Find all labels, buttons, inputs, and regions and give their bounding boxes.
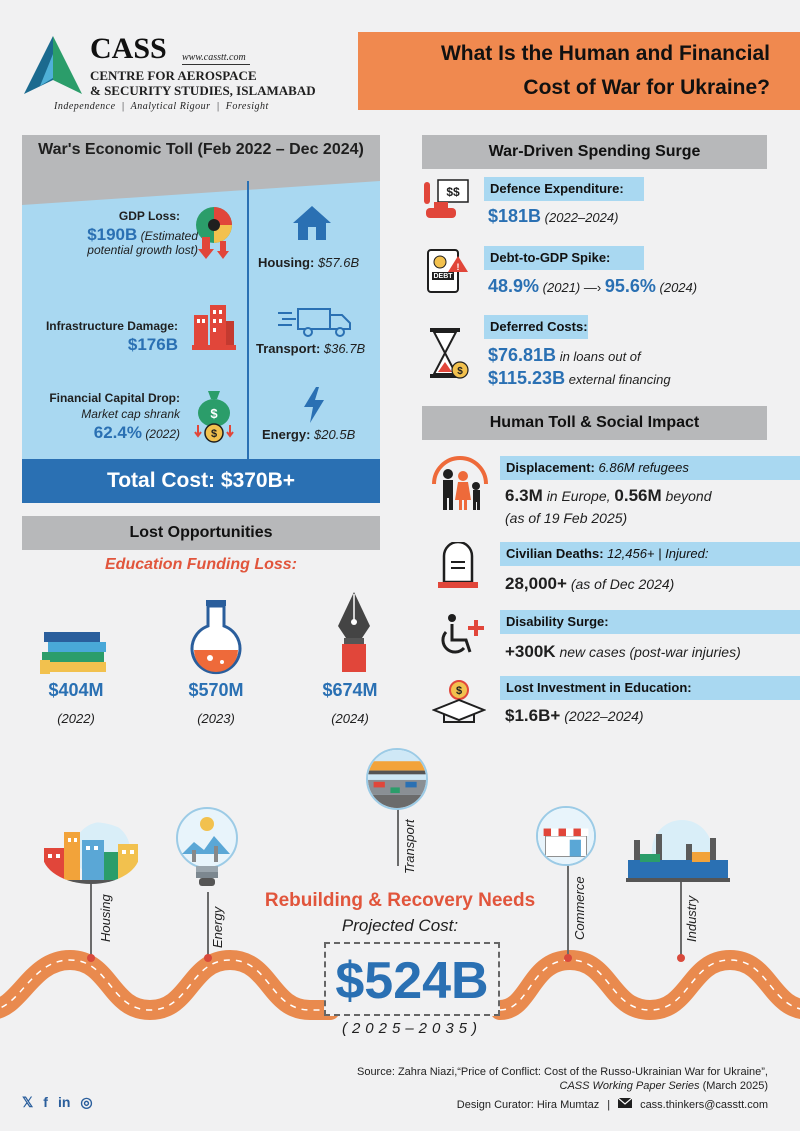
deferred-line2 [488,368,671,389]
pin-dot [564,954,572,962]
sector-housing: Housing [98,894,113,942]
injured-value: 28,000+ [505,574,567,593]
fin-line [94,423,180,443]
disp-v2: 0.56M [614,486,662,505]
disability-line [505,642,741,662]
deaths-label: Civilian Deaths: [506,546,604,561]
logo-line2: & SECURITY STUDIES, ISLAMABAD [90,83,316,98]
gdp-label: GDP Loss: [118,209,180,223]
email-link[interactable]: cass.thinkers@casstt.com [640,1098,768,1111]
lost-item [164,680,268,726]
human-header: Human Toll & Social Impact [422,406,767,440]
gdp-pie-icon [190,203,238,266]
pin-dot [87,954,95,962]
housing-value: $57.6B [317,255,360,270]
family-icon [430,454,490,517]
cass-triangle-logo-icon [22,34,84,96]
hourglass-icon [428,326,470,387]
wheelchair-icon [436,612,486,663]
logo-line1: CENTRE FOR AEROSPACE [90,68,257,83]
social-icons [22,1094,93,1111]
fin-note: Market cap shrank [81,407,180,421]
lost-value: $404M [48,680,104,700]
debt-from-year: (2021) [542,280,581,295]
debt-to: 95.6% [604,276,656,296]
disability-value: +300K [505,642,556,661]
disability-label: Disability Surge: [500,610,800,634]
transport-value: $36.7B [323,341,366,356]
energy-line [262,427,355,442]
logo-name: CASS [90,32,167,65]
housing-label: Housing: [258,255,315,270]
infra-label: Infrastructure Damage: [45,319,178,333]
svg-text:DEBT: DEBT [433,273,453,280]
recovery-value-box [324,942,500,1016]
total-cost: Total Cost: $370B+ [106,469,296,492]
lost-header: Lost Opportunities [22,516,380,550]
source-line1: Source: Zahra Niazi,“Price of Conflict: Cost of the Russo-Ukrainian War for Ukraine”, [356,1066,768,1078]
injured-line [505,574,674,594]
debt-from: 48.9% [488,276,540,296]
deferred-text1: in loans out of [559,349,641,364]
house-icon [290,203,334,248]
title-banner [358,32,800,110]
debt-arrow: —› [583,280,602,295]
pin-dot [204,954,212,962]
economic-header: War's Economic Toll (Feb 2022 – Dec 2024) [38,141,364,158]
economic-panel [22,135,380,503]
gdp-value: $190B [87,225,138,244]
money-bag-icon [190,387,238,450]
logo [22,34,84,96]
transport-illustration [366,748,428,810]
sector-commerce: Commerce [572,876,587,940]
disp-v1: 6.3M [505,486,543,505]
fin-year: (2022) [145,427,180,441]
tagline-3: Foresight [225,101,269,112]
pin-housing [90,880,92,958]
title-line2: Cost of War for Ukraine? [523,76,770,99]
edu-label: Lost Investment in Education: [500,676,800,700]
source-series: CASS Working Paper Series [559,1080,700,1092]
total-cost-bar [22,459,380,503]
deferred-text2: external financing [568,372,671,387]
disability-note: new cases (post-war injuries) [559,644,741,660]
housing-illustration [42,822,140,884]
pin-dot [677,954,685,962]
debt-label: Debt-to-GDP Spike: [484,246,644,270]
disp-note: 6.86M refugees [598,460,689,475]
curator: Design Curator: Hira Mumtaz [456,1098,600,1111]
infra-value: $176B [127,335,178,354]
energy-label: Energy: [262,427,311,442]
industry-illustration [626,820,730,887]
injured-date: (as of Dec 2024) [570,576,675,592]
disp-t1: in Europe, [546,488,611,504]
lost-subtitle: Education Funding Loss: [105,556,297,573]
logo-rule [182,64,250,65]
defence-line [488,206,618,227]
edu-value: $1.6B+ [505,706,561,725]
fin-value: 62.4% [93,423,142,442]
pin-transport [397,806,399,866]
footer-credits [457,1098,768,1111]
pin-commerce [567,862,569,958]
lost-year: (2024) [331,711,369,726]
military-icon [420,178,472,227]
deferred-label: Deferred Costs: [484,315,588,339]
tagline-1: Independence [54,101,116,112]
disp-t2: beyond [665,488,712,504]
lightning-icon [302,387,326,428]
mail-icon [618,1098,632,1111]
edu-years: (2022–2024) [564,708,644,724]
flask-icon [186,598,246,681]
lost-year: (2023) [197,711,235,726]
sector-industry: Industry [684,895,699,942]
svg-text:$: $ [455,685,463,697]
defence-years: (2022–2024) [544,210,619,225]
lost-value: $570M [188,680,244,700]
recovery-title: Rebuilding & Recovery Needs [264,890,536,911]
disp-bar [500,456,800,480]
deaths-note: 12,456+ | Injured: [607,546,709,561]
debt-to-year: (2024) [659,280,698,295]
pin-industry [680,880,682,958]
deferred-value2: $115.23B [488,368,566,388]
footer-sep: | [607,1098,611,1111]
defence-label: Defence Expenditure: [484,177,644,201]
energy-bulb-illustration [174,806,240,903]
gravestone-icon [436,542,480,595]
logo-tagline [54,101,269,112]
x-twitter-icon[interactable]: 𝕏 [22,1094,34,1110]
gdp-line [87,225,198,245]
sector-energy: Energy [210,906,225,948]
svg-text:$: $ [457,366,463,377]
lost-item [24,680,128,726]
tagline-sep-2: | [216,101,220,112]
source-line2 [560,1080,768,1092]
sector-transport: Transport [402,819,417,874]
recovery-years: (2025–2035) [341,1020,483,1037]
deaths-bar [500,542,800,566]
svg-text:$$: $$ [446,185,460,199]
source-date: (March 2025) [699,1080,768,1092]
graduation-cap-icon [432,678,486,731]
svg-text:!: ! [456,262,460,272]
economic-divider [247,181,249,461]
svg-text:$: $ [210,428,218,440]
gdp-note1: (Estimated [140,229,198,243]
lost-value: $674M [322,680,378,700]
debt-line [488,276,697,297]
lost-year: (2022) [57,711,95,726]
title-line1: What Is the Human and Financial [440,42,770,65]
edu-line [505,706,644,726]
defence-value: $181B [488,206,542,226]
deferred-value1: $76.81B [488,345,557,365]
pen-nib-icon [334,590,374,681]
fin-label: Financial Capital Drop: [49,391,180,405]
disp-line [505,486,711,506]
facebook-icon[interactable]: f [43,1094,48,1110]
gdp-note2: potential growth lost) [87,243,198,257]
transport-line [256,341,365,356]
recovery-projected: Projected Cost: [341,916,459,935]
svg-text:$: $ [210,406,218,421]
instagram-icon[interactable]: ◎ [80,1094,93,1110]
spending-header: War-Driven Spending Surge [422,135,767,169]
transport-label: Transport: [256,341,321,356]
tagline-sep-1: | [121,101,125,112]
truck-icon [278,305,354,344]
deferred-line1 [488,345,641,366]
books-icon [40,626,110,681]
damaged-building-icon [190,301,238,358]
recovery-value: $524B [335,952,489,1010]
tagline-2: Analytical Rigour [130,101,211,112]
lost-item [298,680,402,726]
debt-icon [424,244,470,303]
linkedin-icon[interactable]: in [57,1094,71,1110]
logo-url[interactable]: www.casstt.com [182,52,246,63]
energy-value: $20.5B [314,427,356,442]
disp-label: Displacement: [506,460,595,475]
commerce-illustration [536,806,596,866]
disp-date: (as of 19 Feb 2025) [505,510,628,526]
housing-line [258,255,359,270]
